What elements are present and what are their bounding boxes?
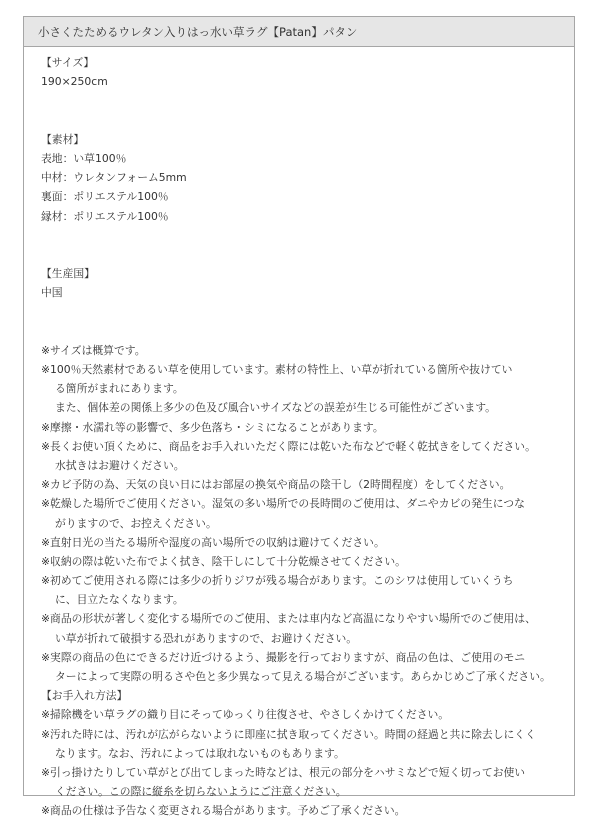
note-item-cont: に、目立たなくなります。 xyxy=(55,593,184,607)
material-line: 縁材：ポリエステル100％ xyxy=(41,209,169,223)
size-value: 190×250cm xyxy=(41,75,108,89)
origin-heading: 【生産国】 xyxy=(41,267,95,281)
care-item: ※汚れた時には、汚れが広がらないように即座に拭き取ってください。時間の経過と共に除去しにくく xyxy=(41,727,536,741)
material-heading: 【素材】 xyxy=(41,132,85,146)
care-heading: 【お手入れ方法】 xyxy=(41,689,128,703)
note-item-cont: また、個体差の関係上多少の色及び風合いサイズなどの誤差が生じる可能性がございます。 xyxy=(55,401,496,415)
material-line: 中材：ウレタンフォーム5mm xyxy=(41,171,187,185)
spacer xyxy=(41,111,562,130)
material-line: 表地：い草100％ xyxy=(41,151,127,165)
note-item: ※収納の際は乾いた布でよく拭き、陰干しにして十分乾燥させてください。 xyxy=(41,554,406,568)
care-list xyxy=(41,705,562,820)
note-item-cont: い草が折れて破損する恐れがありますので、お避けください。 xyxy=(55,631,358,645)
spacer xyxy=(41,226,562,245)
note-item: ※長くお使い頂くために、商品をお手入れいただく際には乾いた布などで軽く乾拭きをしてください。 xyxy=(41,439,536,453)
care-item: ※掃除機をい草ラグの織り目にそってゆっくり往復させ、やさしくかけてください。 xyxy=(41,708,450,722)
spec-body xyxy=(24,47,574,821)
spacer xyxy=(41,322,562,341)
care-item: ※引っ掛けたりしてい草がとび出てしまった時などは、根元の部分をハサミなどで短く切ってお使い xyxy=(41,765,526,779)
note-item: ※初めてご使用される際には多少の折りジワが残る場合があります。このシワは使用していくうち xyxy=(41,574,514,588)
note-item: ※商品の形状が著しく変化する場所でのご使用、または車内など高温になりやすい場所でのご使用は、 xyxy=(41,612,536,626)
spacer xyxy=(41,302,562,321)
note-item: ※直射日光の当たる場所や湿度の高い場所での収納は避けてください。 xyxy=(41,535,385,549)
note-item: ※実際の商品の色にできるだけ近づけるよう、撮影を行っておりますが、商品の色は、ご使用のモニ xyxy=(41,650,526,664)
spacer xyxy=(41,245,562,264)
note-item: ※カビ予防の為、天気の良い日にはお部屋の換気や商品の陰干し（2時間程度）をしてください。 xyxy=(41,478,511,492)
product-spec-card xyxy=(23,16,575,818)
note-item-cont: 水拭きはお避けください。 xyxy=(55,458,185,472)
note-item: ※乾燥した場所でご使用ください。湿気の多い場所での長時間のご使用は、ダニやカビの発生につな xyxy=(41,497,525,511)
note-item-cont: ターによって実際の明るさや色と多少異なって見える場合がございます。あらかじめご了承ください。 xyxy=(55,670,551,683)
note-item-cont: がりますので、お控えください。 xyxy=(55,516,217,530)
note-item: ※サイズは概算です。 xyxy=(41,343,146,357)
material-line: 裏面：ポリエステル100％ xyxy=(41,190,169,204)
product-title: 小さくたためるウレタン入りはっ水い草ラグ【Patan】パタン xyxy=(24,17,574,47)
care-item-cont: ください。この際に縦糸を切らないようにご注意ください。 xyxy=(55,785,347,799)
spacer xyxy=(41,91,562,110)
note-item-cont: る箇所がまれにあります。 xyxy=(55,382,184,396)
note-item: ※100％天然素材であるい草を使用しています。素材の特性上、い草が折れている箇所や抜けてい xyxy=(41,363,513,376)
care-item: ※商品の仕様は予告なく変更される場合があります。予めご了承ください。 xyxy=(41,804,406,818)
note-item: ※摩擦・水濡れ等の影響で、多少色落ち・シミになることがあります。 xyxy=(41,420,384,434)
size-heading: 【サイズ】 xyxy=(41,56,95,69)
origin-value: 中国 xyxy=(41,286,63,300)
notes-list xyxy=(41,341,562,686)
care-item-cont: なります。なお、汚れによっては取れないものもあります。 xyxy=(55,746,345,760)
